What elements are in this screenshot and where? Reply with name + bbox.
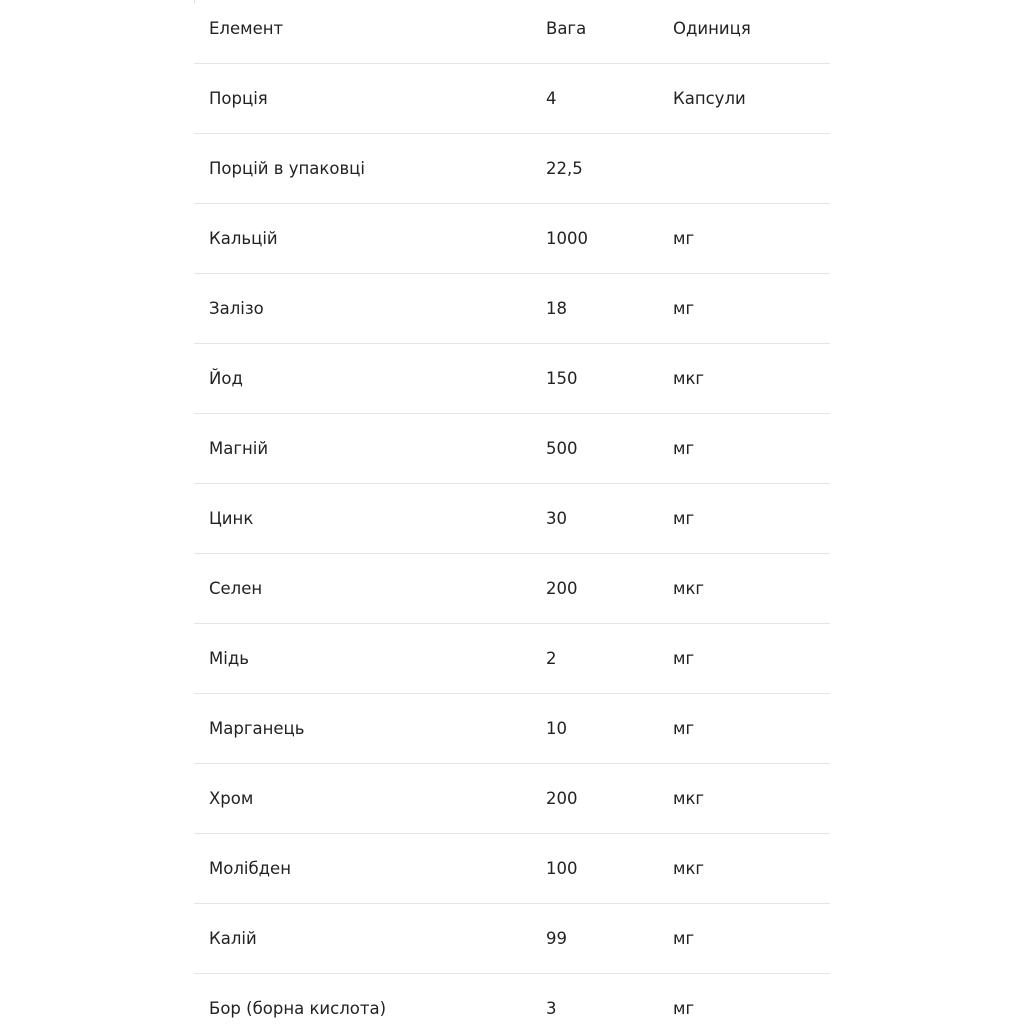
row-unit: мг — [673, 229, 695, 248]
nutrition-table — [194, 0, 830, 1024]
row-weight-value: 3 — [546, 999, 557, 1018]
table-row — [194, 204, 830, 274]
row-element-name: Порція — [209, 89, 268, 108]
row-weight-value: 4 — [546, 89, 557, 108]
row-element-name: Мідь — [209, 649, 249, 668]
table-row — [194, 624, 830, 694]
row-weight-value: 99 — [546, 929, 567, 948]
row-unit: мкг — [673, 789, 705, 808]
row-weight-value: 200 — [546, 789, 578, 808]
row-element-name: Калій — [209, 929, 257, 948]
table-header-row — [194, 0, 830, 64]
row-element-name: Селен — [209, 579, 263, 598]
row-weight-value: 1000 — [546, 229, 588, 248]
table-row — [194, 274, 830, 344]
row-unit: мг — [673, 299, 695, 318]
row-unit: Капсули — [673, 89, 746, 108]
row-unit: мкг — [673, 859, 705, 878]
row-element-name: Хром — [209, 789, 254, 808]
row-element-name: Кальцій — [209, 229, 278, 248]
table-row — [194, 554, 830, 624]
row-weight-value: 18 — [546, 299, 567, 318]
table-row — [194, 974, 830, 1024]
row-weight-value: 100 — [546, 859, 578, 878]
row-element-name: Йод — [209, 369, 243, 388]
row-unit: мг — [673, 439, 695, 458]
row-weight-value: 2 — [546, 649, 557, 668]
row-weight-value: 500 — [546, 439, 578, 458]
row-element-name: Цинк — [209, 509, 254, 528]
row-weight-value: 150 — [546, 369, 578, 388]
row-unit: мкг — [673, 579, 705, 598]
row-element-name: Молібден — [209, 859, 291, 878]
table-row — [194, 134, 830, 204]
table-row — [194, 904, 830, 974]
row-element-name: Марганець — [209, 719, 305, 738]
row-weight-value: 200 — [546, 579, 578, 598]
column-header-weight: Вага — [546, 19, 587, 38]
row-weight-value: 30 — [546, 509, 567, 528]
row-weight-value: 10 — [546, 719, 567, 738]
table-row — [194, 414, 830, 484]
table-row — [194, 344, 830, 414]
row-unit: мг — [673, 509, 695, 528]
table-row — [194, 484, 830, 554]
table-row — [194, 764, 830, 834]
column-header-element: Елемент — [209, 19, 284, 38]
row-unit: мг — [673, 719, 695, 738]
row-unit: мг — [673, 999, 695, 1018]
row-unit: мг — [673, 649, 695, 668]
row-element-name: Порцій в упаковці — [209, 159, 365, 178]
table-row — [194, 64, 830, 134]
column-header-unit: Одиниця — [673, 19, 751, 38]
row-weight-value: 22,5 — [546, 159, 583, 178]
row-element-name: Залізо — [209, 299, 264, 318]
row-unit: мкг — [673, 369, 705, 388]
row-element-name: Бор (борна кислота) — [209, 999, 387, 1018]
table-row — [194, 694, 830, 764]
table-row — [194, 834, 830, 904]
row-element-name: Магній — [209, 439, 269, 458]
row-unit: мг — [673, 929, 695, 948]
